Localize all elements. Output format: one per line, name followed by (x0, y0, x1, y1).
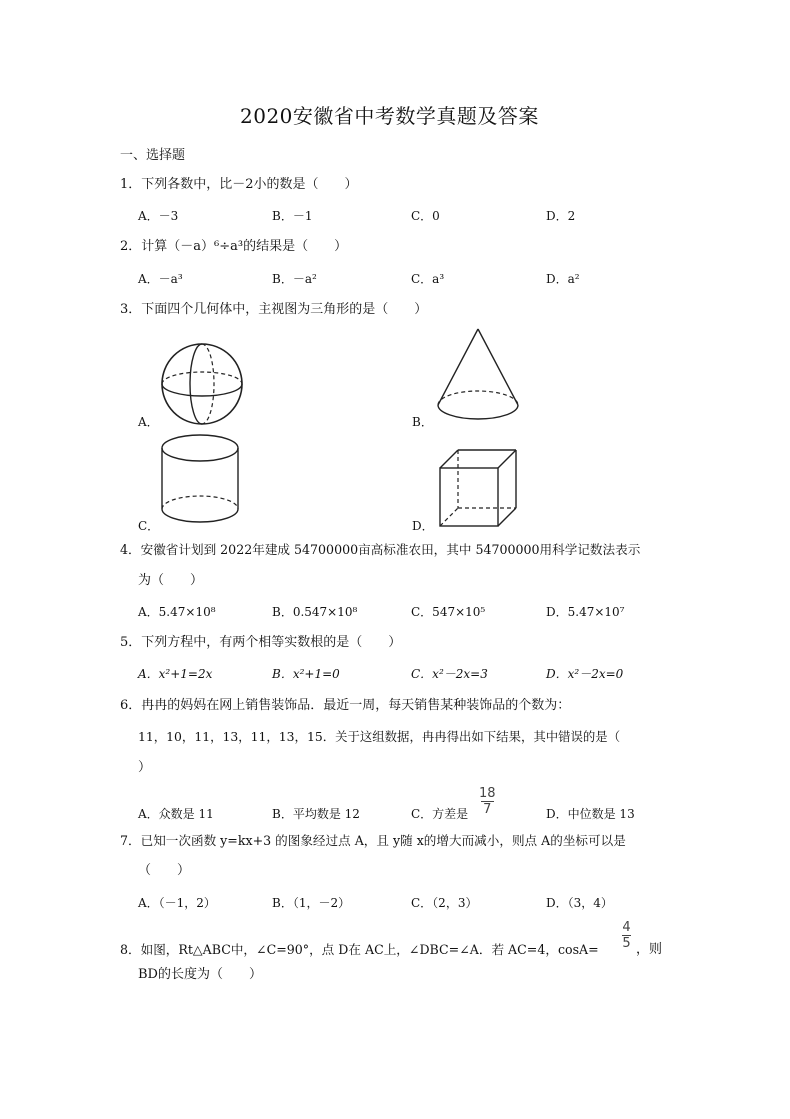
question-4-stem: 4．安徽省计划到 2022年建成 54700000亩高标准农田，其中 54700000用科学记数法表示 (120, 542, 641, 557)
q1-option-b: B．－1 (272, 209, 313, 223)
cone-icon (436, 325, 536, 425)
question-2-stem: 2．计算（－a）⁶÷a³的结果是（ ） (120, 239, 348, 254)
q4-option-d: D．5.47×10⁷ (546, 605, 625, 619)
variance-fraction (479, 787, 496, 816)
q1-option-d: D．2 (546, 209, 576, 223)
question-6-stem-close: ） (138, 760, 152, 775)
question-8-stem: 8．如图，Rt△ABC中，∠C=90°，点 D在 AC上，∠DBC=∠A．若 AC=4，cosA= (120, 942, 599, 957)
q5-option-a: A．x²+1=2x (138, 667, 213, 681)
q7-option-d: D．（3，4） (546, 896, 613, 910)
variance-denominator: 7 (483, 802, 492, 817)
cylinder-icon (160, 432, 250, 527)
variance-numerator: 18 (479, 786, 496, 801)
q1-option-c: C．0 (411, 209, 440, 223)
q7-option-a: A．（－1，2） (138, 896, 216, 910)
q6-option-c: C．方差是 (411, 807, 469, 821)
question-7-stem-cont: （ ） (138, 863, 191, 878)
q7-option-c: C．（2，3） (411, 896, 478, 910)
section-header: 一、选择题 (120, 148, 186, 163)
question-3-stem: 3．下面四个几何体中，主视图为三角形的是（ ） (120, 302, 428, 317)
q2-option-a: A．－a³ (138, 272, 183, 286)
cos-numerator: 4 (622, 920, 631, 935)
question-8-stem-cont: BD的长度为（ ） (138, 967, 262, 982)
q5-option-c: C．x²－2x=3 (411, 667, 488, 681)
q3-option-c: C． (138, 519, 160, 533)
cube-icon (438, 448, 528, 538)
q6-option-b: B．平均数是 12 (272, 807, 360, 821)
q2-option-d: D．a² (546, 272, 580, 286)
q2-option-b: B．－a² (272, 272, 317, 286)
cos-fraction (622, 921, 631, 950)
question-8-stem-tail: ，则 (636, 942, 663, 957)
question-5-stem: 5．下列方程中，有两个相等实数根的是（ ） (120, 635, 402, 650)
question-7-stem: 7．已知一次函数 y=kx+3 的图象经过点 A，且 y随 x的增大而减小，则点 A的坐标可以是 (120, 833, 626, 848)
q5-option-d: D．x²－2x=0 (546, 667, 624, 681)
q3-option-a: A． (138, 415, 159, 429)
q4-option-a: A．5.47×10⁸ (138, 605, 216, 619)
question-1-stem: 1．下列各数中，比－2小的数是（ ） (120, 177, 358, 192)
page-title: 2020安徽省中考数学真题及答案 (240, 104, 539, 128)
q1-option-a: A．－3 (138, 209, 179, 223)
q4-option-b: B．0.547×10⁸ (272, 605, 358, 619)
q4-option-c: C．547×10⁵ (411, 605, 486, 619)
q5-option-b: B．x²+1=0 (272, 667, 340, 681)
question-6-stem-data: 11，10，11，13，11，13，15．关于这组数据，冉冉得出如下结果，其中错误的是（ (138, 729, 621, 744)
q3-option-d: D． (412, 519, 434, 533)
q2-option-c: C．a³ (411, 272, 445, 286)
q7-option-b: B．（1，－2） (272, 896, 351, 910)
q6-option-a: A．众数是 11 (138, 807, 214, 821)
cos-denominator: 5 (622, 936, 631, 951)
question-6-stem: 6．冉冉的妈妈在网上销售装饰品．最近一周，每天销售某种装饰品的个数为： (120, 698, 571, 713)
sphere-icon (158, 340, 248, 430)
q6-option-d: D．中位数是 13 (546, 807, 635, 821)
question-4-stem-cont: 为（ ） (138, 573, 204, 588)
q3-option-b: B． (412, 415, 433, 429)
